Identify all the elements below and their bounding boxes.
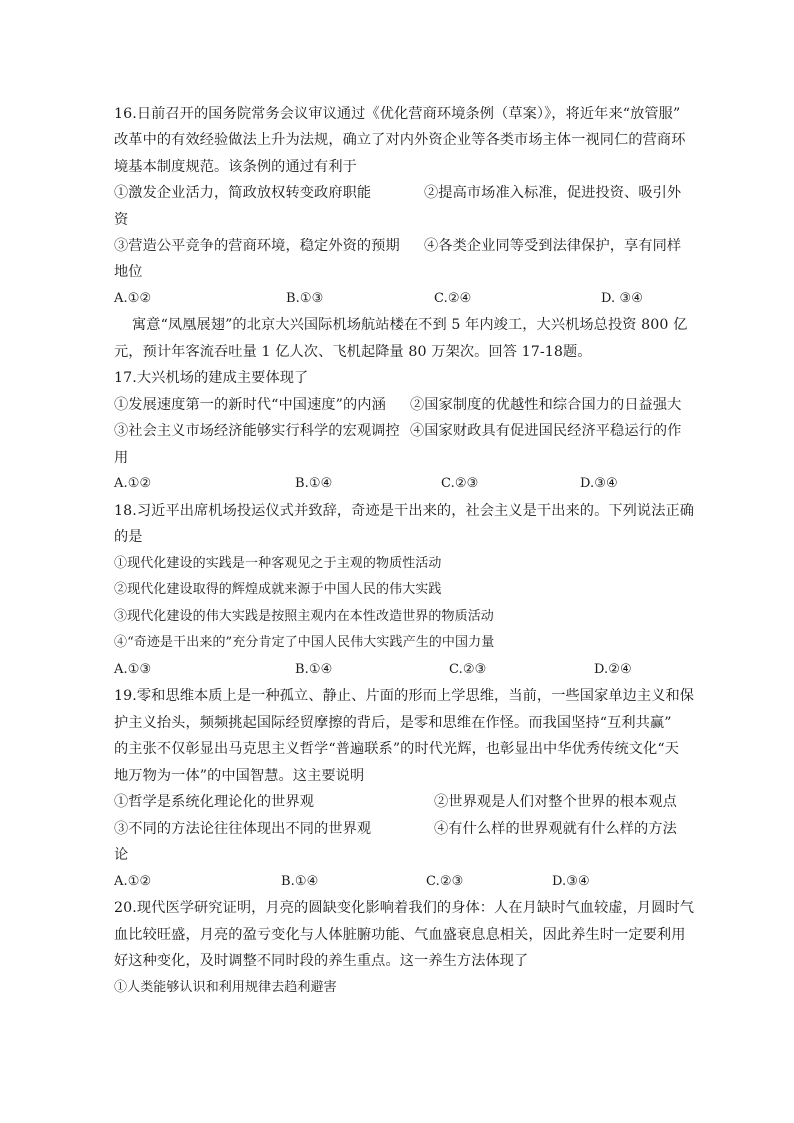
q18-choice-d: D.②④ <box>594 662 632 677</box>
q18-choice-a: A.①③ <box>114 662 152 677</box>
q19-stem-line-3: 的主张不仅彰显出马克思主义哲学“普遍联系”的时代光辉，也彰显出中华优秀传统文化“天 <box>114 741 679 757</box>
q19-stem-line-4: 地万物为一体”的中国智慧。这主要说明 <box>114 768 365 784</box>
q16-choice-b: B.①③ <box>286 291 324 306</box>
q16-option-4: ④各类企业同等受到法律保护，享有同样 <box>424 238 682 254</box>
q16-option-3: ③营造公平竞争的营商环境，稳定外资的预期 <box>114 238 400 254</box>
q18-option-2: ②现代化建设取得的辉煌成就来源于中国人民的伟大实践 <box>114 582 442 597</box>
q19-choice-a: A.①② <box>114 874 152 889</box>
q19-choice-d: D.③④ <box>552 874 590 889</box>
q16-option-2: ②提高市场准入标准，促进投资、吸引外 <box>424 185 682 201</box>
q16-choice-c: C.②④ <box>434 291 472 306</box>
q18-option-4: ④“奇迹是干出来的”充分肯定了中国人民伟大实践产生的中国力量 <box>114 635 495 650</box>
q16-stem-line-2: 改革中的有效经验做法上升为法规，确立了对内外资企业等各类市场主体一视同仁的营商环 <box>114 132 686 148</box>
q19-option-1: ①哲学是系统化理论化的世界观 <box>114 794 315 810</box>
q16-option-1: ①激发企业活力，简政放权转变政府职能 <box>114 185 372 201</box>
intro-17-18-line-2: 元，预计年客流吞吐量 1 亿人次、飞机起降量 80 万架次。回答 17-18题。 <box>114 344 592 360</box>
q19-choice-b: B.①④ <box>281 874 319 889</box>
q16-choice-a: A.①② <box>114 291 152 306</box>
q20-stem-line-3: 好这种变化，及时调整不同时段的养生重点。这一养生方法体现了 <box>114 953 529 969</box>
q16-stem-line-3: 境基本制度规范。该条例的通过有利于 <box>114 159 357 175</box>
q18-stem-line-1: 18.习近平出席机场投运仪式并致辞，奇迹是干出来的，社会主义是干出来的。下列说法正确 <box>114 503 695 519</box>
intro-17-18-line-1: 寓意“凤凰展翅”的北京大兴国际机场航站楼在不到 5 年内竣工，大兴机场总投资 800 亿 <box>132 317 688 333</box>
q18-choice-c: C.②③ <box>449 662 487 677</box>
q19-option-3: ③不同的方法论往往体现出不同的世界观 <box>114 821 372 837</box>
q17-choice-c: C.②③ <box>441 476 479 491</box>
q20-option-1: ①人类能够认识和利用规律去趋利避害 <box>114 980 337 995</box>
q18-option-3: ③现代化建设的伟大实践是按照主观内在本性改造世界的物质活动 <box>114 609 494 624</box>
q17-option-2: ②国家制度的优越性和综合国力的日益强大 <box>410 397 682 413</box>
q20-stem-line-1: 20.现代医学研究证明，月亮的圆缺变化影响着我们的身体：人在月缺时气血较虚，月圆时气 <box>114 900 695 916</box>
q16-option-4-wrap: 地位 <box>114 264 143 280</box>
q19-stem-line-1: 19.零和思维本质上是一种孤立、静止、片面的形而上学思维，当前，一些国家单边主义和保 <box>114 688 695 704</box>
q19-stem-line-2: 护主义抬头，频频挑起国际经贸摩擦的背后，是零和思维在作怪。而我国坚持“互利共赢” <box>114 715 672 731</box>
q17-choice-b: B.①④ <box>295 476 333 491</box>
q20-stem-line-2: 血比较旺盛，月亮的盈亏变化与人体脏腑功能、气血盛衰息息相关，因此养生时一定要利用 <box>114 927 686 943</box>
q17-choice-d: D.③④ <box>580 476 618 491</box>
q18-option-1: ①现代化建设的实践是一种客观见之于主观的物质性活动 <box>114 556 442 571</box>
q16-choice-d: D. ③④ <box>601 291 644 306</box>
q18-choice-b: B.①④ <box>295 662 333 677</box>
q17-option-3: ③社会主义市场经济能够实行科学的宏观调控 <box>114 423 400 439</box>
q17-stem: 17.大兴机场的建成主要体现了 <box>114 370 309 386</box>
q16-stem-line-1: 16.日前召开的国务院常务会议审议通过《优化营商环境条例（草案）》，将近年来“放管服” <box>114 106 681 122</box>
q18-stem-line-2: 的是 <box>114 529 143 545</box>
q17-choice-a: A.①② <box>114 476 152 491</box>
q17-option-4: ④国家财政具有促进国民经济平稳运行的作 <box>410 423 682 439</box>
q19-choice-c: C.②③ <box>426 874 464 889</box>
q17-option-4-wrap: 用 <box>114 450 129 466</box>
q19-option-2: ②世界观是人们对整个世界的根本观点 <box>434 794 677 810</box>
q19-option-4-wrap: 论 <box>114 847 129 863</box>
q19-option-4: ④有什么样的世界观就有什么样的方法 <box>434 821 677 837</box>
q16-option-2-wrap: 资 <box>114 212 129 228</box>
q17-option-1: ①发展速度第一的新时代“中国速度”的内涵 <box>114 397 386 413</box>
